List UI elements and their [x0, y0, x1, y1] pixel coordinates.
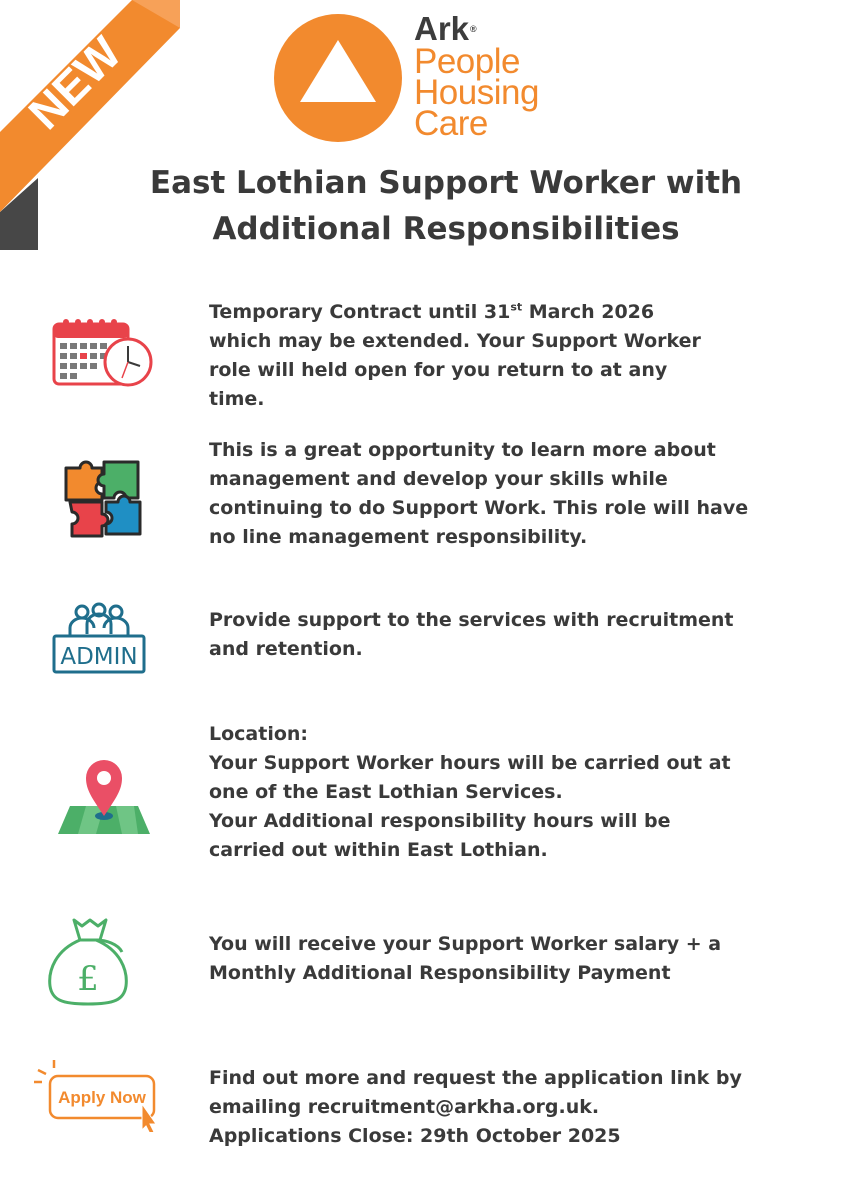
contract-line-3: role will held open for you return to at any — [209, 359, 668, 381]
salary-text — [209, 930, 809, 988]
apply-line-2[interactable]: emailing recruitment@arkha.org.uk. — [209, 1096, 600, 1118]
puzzle-icon — [60, 456, 146, 540]
page-title — [110, 160, 782, 252]
apply-line-1: Find out more and request the application link by — [209, 1067, 742, 1089]
contract-line-2: which may be extended. Your Support Worker — [209, 330, 701, 352]
location-line-3: one of the East Lothian Services. — [209, 781, 563, 803]
admin-icon-label: ADMIN — [60, 644, 138, 670]
new-badge-text: NEW — [18, 26, 131, 140]
title-line-1: East Lothian Support Worker with — [149, 165, 743, 201]
location-text — [209, 720, 809, 865]
opportunity-line-2: management and develop your skills while — [209, 468, 668, 490]
location-line-5: carried out within East Lothian. — [209, 839, 548, 861]
salary-line-1: You will receive your Support Worker salary + a — [209, 933, 722, 955]
logo-line-housing: Housing — [414, 73, 539, 112]
money-bag-symbol: £ — [77, 959, 99, 999]
logo-line-people: People — [414, 42, 520, 81]
map-pin-icon — [56, 758, 152, 838]
salary-line-2: Monthly Additional Responsibility Payment — [209, 962, 671, 984]
location-line-1: Location: — [209, 723, 309, 745]
money-bag-icon — [44, 914, 132, 1008]
contract-line-1: Temporary Contract until 31st March 2026 — [209, 300, 655, 323]
admin-line-1: Provide support to the services with recruitment — [209, 609, 734, 631]
admin-line-2: and retention. — [209, 638, 363, 660]
ark-logo — [414, 10, 539, 143]
opportunity-text — [209, 436, 809, 552]
apply-text — [209, 1064, 809, 1151]
apply-now-label[interactable]: Apply Now — [58, 1088, 146, 1107]
opportunity-line-4: no line management responsibility. — [209, 526, 588, 548]
logo-brand: Ark® — [414, 10, 477, 47]
logo-line-care: Care — [414, 104, 488, 143]
contract-line-4: time. — [209, 388, 265, 410]
title-line-2: Additional Responsibilities — [212, 211, 680, 247]
location-line-4: Your Additional responsibility hours will be — [209, 810, 671, 832]
apply-line-3: Applications Close: 29th October 2025 — [209, 1125, 621, 1147]
opportunity-line-3: continuing to do Support Work. This role will have — [209, 497, 749, 519]
calendar-clock-icon — [52, 316, 154, 388]
opportunity-line-1: This is a great opportunity to learn more about — [209, 439, 716, 461]
location-line-2: Your Support Worker hours will be carried out at — [209, 752, 731, 774]
admin-icon — [52, 602, 146, 674]
ark-logo-icon — [272, 12, 404, 144]
admin-text — [209, 606, 809, 664]
contract-text — [209, 298, 809, 414]
apply-now-icon[interactable] — [34, 1058, 164, 1132]
